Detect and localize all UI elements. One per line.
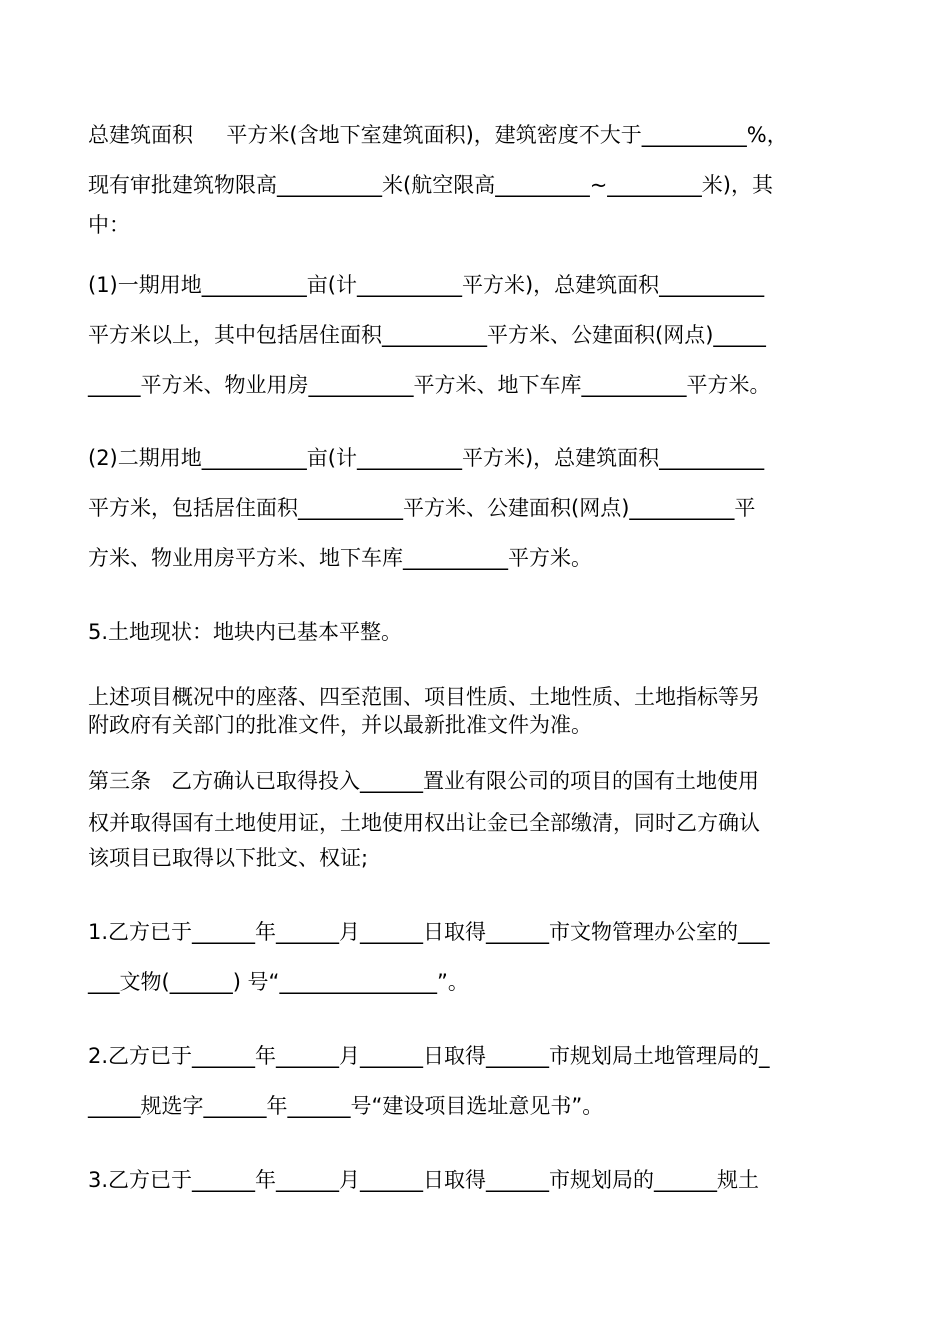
text-line: 1.乙方已于______年______月______日取得______市文物管理办公室的___	[88, 920, 770, 944]
text-line: 权并取得国有土地使用证，土地使用权出让金已全部缴清，同时乙方确认	[88, 811, 760, 835]
text-line: ___文物(______) 号“_______________”。	[88, 970, 469, 994]
text-line: 方米、物业用房平方米、地下车库__________平方米。	[88, 546, 592, 570]
text-line: 5.土地现状：地块内已基本平整。	[88, 620, 403, 644]
text-line: _____规选字______年______号“建设项目选址意见书”。	[88, 1094, 604, 1118]
text-line: 总建筑面积 平方米(含地下室建筑面积)，建筑密度不大于__________%，	[88, 123, 788, 147]
text-line: 该项目已取得以下批文、权证;	[88, 846, 369, 870]
text-line: 2.乙方已于______年______月______日取得______市规划局土地管理局的_	[88, 1044, 770, 1068]
text-line: 现有审批建筑物限高__________米(航空限高_________~_________米)，其	[88, 173, 773, 197]
text-line: 附政府有关部门的批准文件，并以最新批准文件为准。	[88, 713, 592, 737]
text-line: 第三条 乙方确认已取得投入______置业有限公司的项目的国有土地使用	[88, 769, 760, 793]
text-line: _____平方米、物业用房__________平方米、地下车库__________平方米。	[88, 373, 771, 397]
text-line: 平方米以上，其中包括居住面积__________平方米、公建面积(网点)_____	[88, 323, 766, 347]
text-line: 3.乙方已于______年______月______日取得______市规划局的______规土	[88, 1168, 760, 1192]
text-line: (1)一期用地__________亩(计__________平方米)，总建筑面积__________	[88, 273, 765, 297]
text-line: 平方米，包括居住面积__________平方米、公建面积(网点)__________平	[88, 496, 756, 520]
text-line: (2)二期用地__________亩(计__________平方米)，总建筑面积__________	[88, 446, 765, 470]
text-line: 中：	[88, 213, 130, 237]
text-line: 上述项目概况中的座落、四至范围、项目性质、土地性质、土地指标等另	[88, 685, 760, 709]
